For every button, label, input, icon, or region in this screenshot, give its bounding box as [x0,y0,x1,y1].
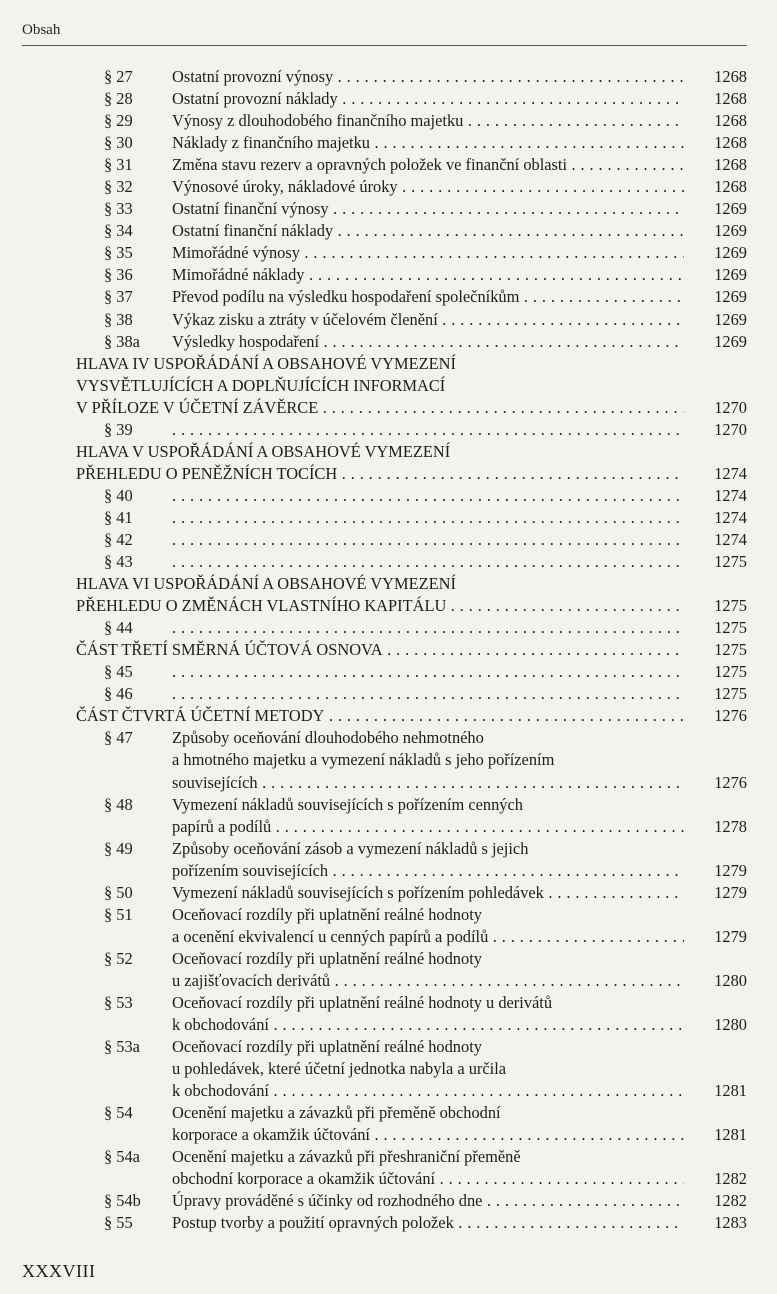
table-of-contents [0,66,777,1234]
page-number: 1269 [714,243,747,263]
page-number: 1268 [714,67,747,86]
running-head: Obsah [22,22,61,38]
entry-title: Ocenění majetku a závazků při přeměně obchodní [172,1103,501,1123]
page-number: 1280 [714,970,747,990]
entry-title: Ostatní provozní náklady . . . [172,88,684,110]
section-number: § 54a [104,1147,140,1167]
page-number: 1268 [714,89,747,109]
toc-entry [0,220,777,242]
entry-title: a ocenění ekvivalencí u cenných papírů a podílů . . . [172,926,684,948]
toc-entry [0,882,777,904]
page-number: 1274 [714,529,747,549]
entry-title: souvisejících . . . [172,772,684,794]
toc-entry [0,66,777,88]
page-number: 1275 [714,684,747,704]
page-number: 1268 [714,177,747,197]
entry-title: Ostatní finanční výnosy . . . [172,198,684,220]
entry-title: obchodní korporace a okamžik účtování . . . [172,1168,684,1190]
heading-line: ČÁST TŘETÍ SMĚRNÁ ÚČTOVÁ OSNOVA . . . [76,639,684,661]
entry-title [172,551,684,573]
entry-title [172,507,684,529]
toc-entry [0,992,777,1036]
page-number: 1274 [714,485,747,505]
heading-line: VYSVĚTLUJÍCÍCH A DOPLŇUJÍCÍCH INFORMACÍ [76,375,446,395]
page-number: 1268 [714,111,747,131]
entry-title [172,485,684,507]
toc-entry [0,1102,777,1146]
page-number: 1269 [714,331,747,351]
toc-entry [0,683,777,705]
page-number: 1282 [714,1191,747,1211]
toc-heading [0,705,777,727]
toc-entry [0,132,777,154]
page-number: 1269 [714,199,747,219]
section-number: § 50 [104,882,133,902]
heading-line: V PŘÍLOZE V ÚČETNÍ ZÁVĚRCE . . . [76,397,684,419]
section-number: § 27 [104,67,133,86]
entry-title: Ocenění majetku a závazků při přeshraniční přeměně [172,1147,521,1167]
page-number: 1275 [714,618,747,638]
page-number: 1281 [714,1081,747,1101]
entry-title [172,617,684,639]
section-number: § 37 [104,287,133,307]
heading-line: ČÁST ČTVRTÁ ÚČETNÍ METODY . . . [76,705,684,727]
toc-entry [0,1212,777,1234]
section-number: § 28 [104,89,133,109]
section-number: § 36 [104,265,133,285]
toc-entry [0,309,777,331]
header-rule [22,45,747,46]
section-number: § 38 [104,309,133,329]
toc-entry [0,617,777,639]
section-number: § 31 [104,155,133,175]
page-number: 1269 [714,265,747,285]
page-number: 1269 [714,221,747,241]
section-number: § 35 [104,243,133,263]
entry-title: k obchodování . . . [172,1080,684,1102]
section-number: § 53a [104,1037,140,1057]
heading-line: HLAVA IV USPOŘÁDÁNÍ A OBSAHOVÉ VYMEZENÍ [76,353,456,373]
toc-heading [0,573,777,617]
entry-title: Výsledky hospodaření . . . [172,331,684,353]
page-number: 1268 [714,133,747,153]
page-number: 1276 [714,706,747,726]
toc-entry [0,529,777,551]
section-number: § 55 [104,1213,133,1233]
section-number: § 48 [104,794,133,814]
page-number: 1282 [714,1169,747,1189]
heading-line: PŘEHLEDU O PENĚŽNÍCH TOCÍCH . . . [76,463,684,485]
toc-heading [0,639,777,661]
toc-entry [0,419,777,441]
toc-entry [0,551,777,573]
entry-title: u pohledávek, které účetní jednotka nabyla a určila [172,1059,507,1079]
section-number: § 41 [104,507,133,527]
toc-entry [0,331,777,353]
entry-title: Mimořádné výnosy . . . [172,242,684,264]
entry-title: Ostatní finanční náklady . . . [172,220,684,242]
page-number: 1280 [714,1015,747,1035]
entry-title: Ostatní provozní výnosy . . . [172,66,684,88]
section-number: § 54b [104,1191,141,1211]
page-folio: XXXVIII [22,1261,96,1281]
entry-title: a hmotného majetku a vymezení nákladů s jeho pořízením [172,750,555,770]
entry-title: Způsoby oceňování zásob a vymezení nákladů s jejich [172,838,529,858]
section-number: § 46 [104,684,133,704]
entry-title: Oceňovací rozdíly při uplatnění reálné hodnoty u derivátů [172,992,553,1012]
heading-line: PŘEHLEDU O ZMĚNÁCH VLASTNÍHO KAPITÁLU . . . [76,595,684,617]
entry-title: papírů a podílů . . . [172,816,684,838]
page-number: 1268 [714,155,747,175]
entry-title [172,529,684,551]
section-number: § 40 [104,485,133,505]
page-number: 1275 [714,640,747,660]
page-number: 1279 [714,926,747,946]
entry-title: Způsoby oceňování dlouhodobého nehmotného [172,728,484,748]
toc-entry [0,176,777,198]
entry-title: Oceňovací rozdíly při uplatnění reálné hodnoty [172,1037,482,1057]
entry-title: Oceňovací rozdíly při uplatnění reálné hodnoty [172,904,482,924]
page-number: 1279 [714,860,747,880]
entry-title: Vymezení nákladů souvisejících s pořízením pohledávek . . . [172,882,684,904]
section-number: § 32 [104,177,133,197]
toc-entry [0,1036,777,1102]
toc-entry [0,838,777,882]
page-number: 1281 [714,1125,747,1145]
section-number: § 43 [104,552,133,572]
section-number: § 30 [104,133,133,153]
section-number: § 33 [104,199,133,219]
section-number: § 44 [104,618,133,638]
toc-heading [0,441,777,485]
page-number: 1269 [714,309,747,329]
entry-title: korporace a okamžik účtování . . . [172,1124,684,1146]
toc-entry [0,198,777,220]
toc-entry [0,154,777,176]
page-number: 1270 [714,397,747,417]
section-number: § 39 [104,419,133,439]
page-number: 1274 [714,507,747,527]
entry-title: Výnosy z dlouhodobého finančního majetku . . . [172,110,684,132]
page-number: 1279 [714,882,747,902]
toc-entry [0,1146,777,1190]
entry-title: Postup tvorby a použití opravných položek . . . [172,1212,684,1234]
toc-entry [0,948,777,992]
entry-title: Náklady z finančního majetku . . . [172,132,684,154]
toc-entry [0,507,777,529]
section-number: § 47 [104,728,133,748]
heading-line: HLAVA VI USPOŘÁDÁNÍ A OBSAHOVÉ VYMEZENÍ [76,574,456,594]
entry-title: Převod podílu na výsledku hospodaření společníkům . . . [172,286,684,308]
entry-title: Vymezení nákladů souvisejících s pořízením cenných [172,794,523,814]
section-number: § 45 [104,662,133,682]
toc-entry [0,904,777,948]
page-number: 1275 [714,662,747,682]
entry-title: Oceňovací rozdíly při uplatnění reálné hodnoty [172,948,482,968]
toc-entry [0,661,777,683]
entry-title: k obchodování . . . [172,1014,684,1036]
section-number: § 34 [104,221,133,241]
page-number: 1278 [714,816,747,836]
section-number: § 52 [104,948,133,968]
section-number: § 42 [104,529,133,549]
page-number: 1283 [714,1213,747,1233]
toc-entry [0,794,777,838]
entry-title: Úpravy prováděné s účinky od rozhodného dne . . . [172,1190,684,1212]
toc-entry [0,242,777,264]
page-number: 1276 [714,772,747,792]
section-number: § 54 [104,1103,133,1123]
section-number: § 51 [104,904,133,924]
entry-title: Mimořádné náklady . . . [172,264,684,286]
entry-title [172,419,684,441]
toc-entry [0,264,777,286]
toc-heading [0,353,777,419]
page-number: 1274 [714,463,747,483]
toc-entry [0,88,777,110]
section-number: § 29 [104,111,133,131]
entry-title: Výkaz zisku a ztráty v účelovém členění . . . [172,309,684,331]
entry-title [172,661,684,683]
toc-entry [0,286,777,308]
heading-line: HLAVA V USPOŘÁDÁNÍ A OBSAHOVÉ VYMEZENÍ [76,441,451,461]
entry-title: Výnosové úroky, nákladové úroky . . . [172,176,684,198]
page-number: 1270 [714,419,747,439]
section-number: § 38a [104,331,140,351]
page-number: 1275 [714,552,747,572]
entry-title: pořízením souvisejících . . . [172,860,684,882]
toc-entry [0,485,777,507]
entry-title: u zajišťovacích derivátů . . . [172,970,684,992]
toc-entry [0,727,777,793]
entry-title: Změna stavu rezerv a opravných položek ve finanční oblasti . . . [172,154,684,176]
page-number: 1275 [714,596,747,616]
page-number: 1269 [714,287,747,307]
toc-entry [0,1190,777,1212]
section-number: § 53 [104,992,133,1012]
entry-title [172,683,684,705]
toc-entry [0,110,777,132]
section-number: § 49 [104,838,133,858]
